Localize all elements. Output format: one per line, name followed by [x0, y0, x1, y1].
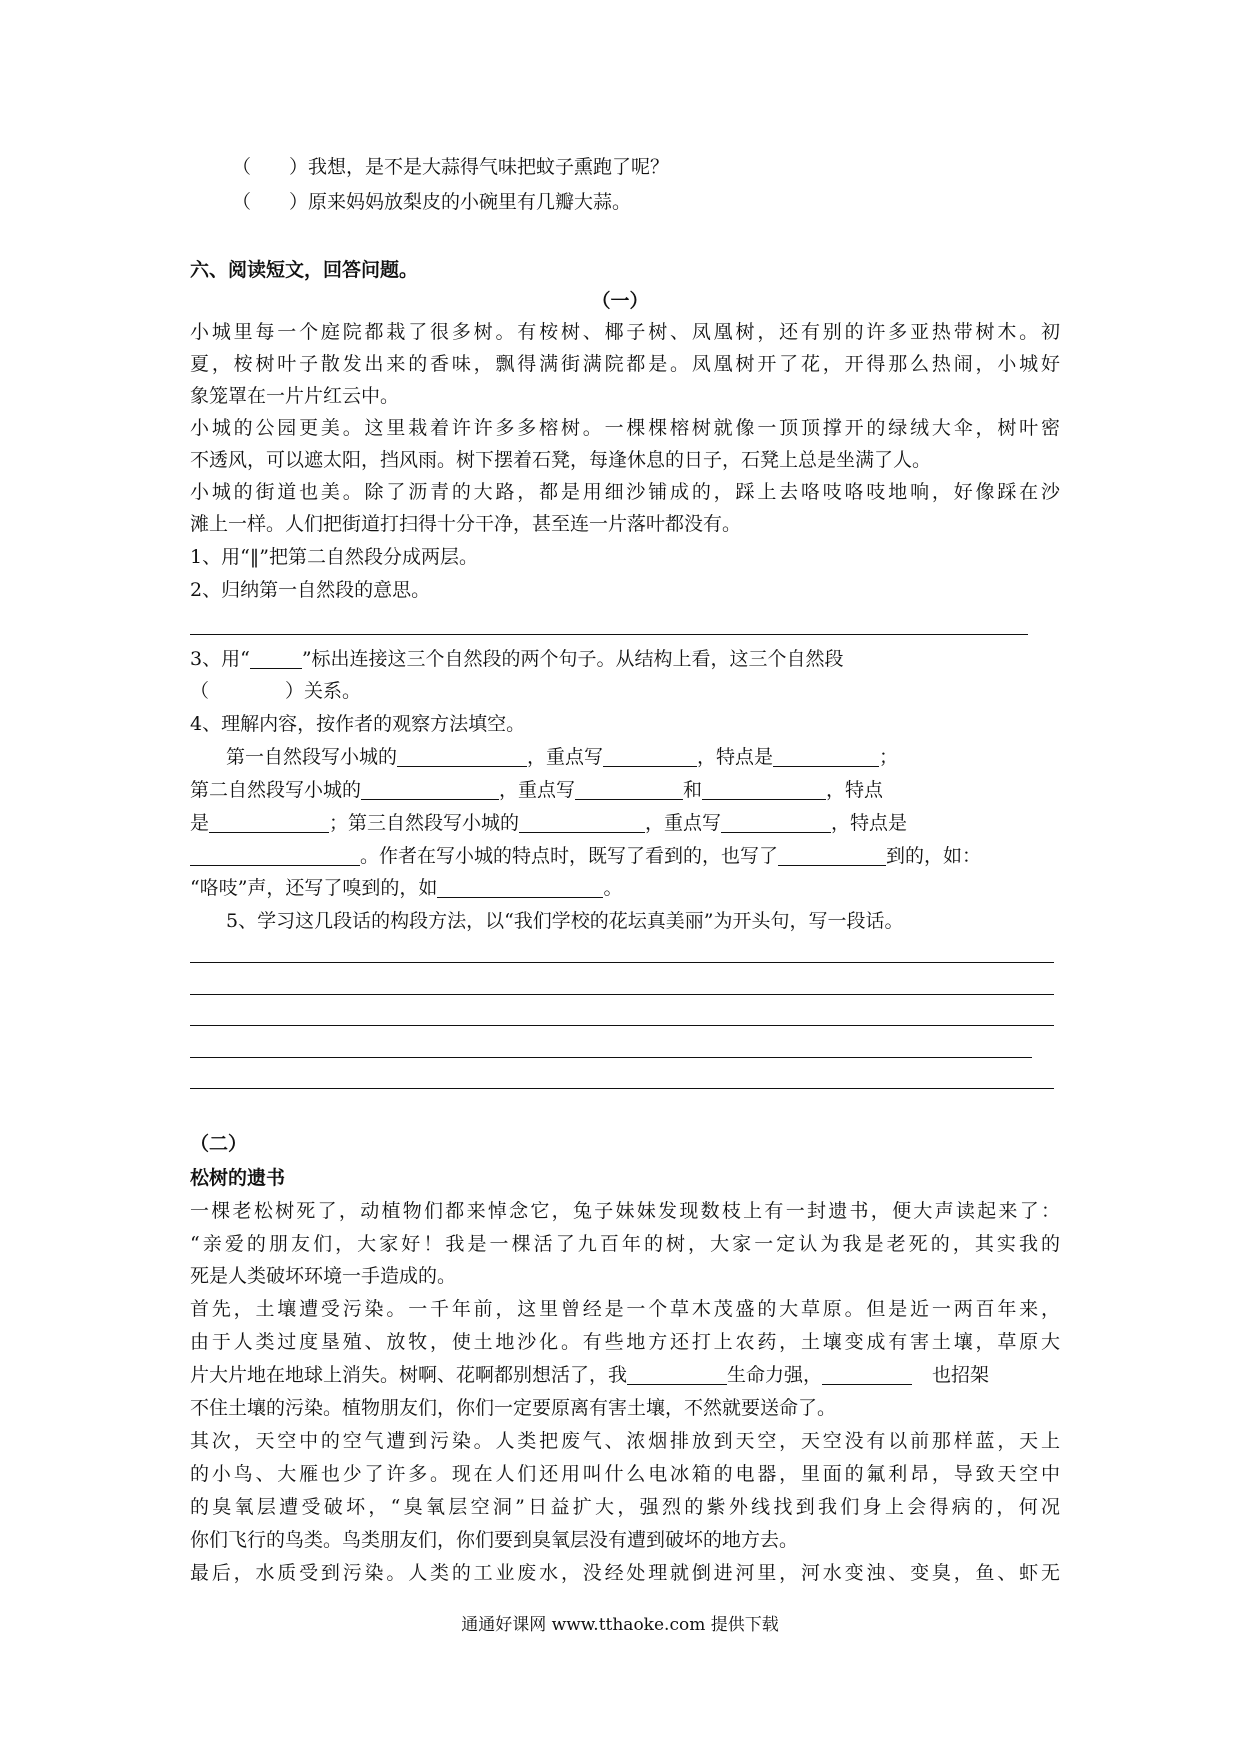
question-4: 4、理解内容，按作者的观察方法填空。	[190, 713, 526, 735]
question-4-line-2	[190, 774, 1060, 806]
passage-line: “亲爱的朋友们，大家好！我是一棵活了九百年的树，大家一定认为我是老死的，其实我的	[190, 1233, 1060, 1255]
option-text: 原来妈妈放梨皮的小碗里有几瓣大蒜。	[308, 191, 632, 213]
question-3-suffix: 关系。	[304, 680, 362, 702]
fill-text: 是	[190, 812, 210, 834]
fill-text: 生命力强，	[727, 1364, 823, 1386]
fill-text: ，重点写	[499, 779, 576, 801]
passage-line: 的臭氧层遭受破坏，“臭氧层空洞”日益扩大，强烈的紫外线找到我们身上会得病的，何况	[190, 1496, 1060, 1518]
question-5: 5、学习这几段话的构段方法，以“我们学校的花坛真美丽”为开头句，写一段话。	[226, 910, 904, 932]
option-line-1	[232, 151, 1102, 183]
passage-line: 不住土壤的污染。植物朋友们，你们一定要原离有害土壤，不然就要送命了。	[190, 1397, 837, 1419]
answer-paren[interactable]: （ ）	[190, 680, 305, 702]
question-4-line-4	[190, 840, 1060, 872]
fill-text: 。	[603, 877, 623, 899]
answer-paren[interactable]: （ ）	[232, 191, 309, 213]
part2-label: （二）	[190, 1133, 248, 1155]
fill-blank[interactable]	[397, 744, 527, 767]
passage-line: 小城里每一个庭院都栽了很多树。有桉树、椰子树、凤凰树，还有别的许多亚热带树木。初	[190, 321, 1060, 343]
writing-line[interactable]	[190, 1088, 1054, 1089]
passage-line: 不透风，可以遮太阳，挡风雨。树下摆着石凳，每逢休息的日子，石凳上总是坐满了人。	[190, 449, 932, 471]
option-text: 我想，是不是大蒜得气味把蚊子熏跑了呢？	[308, 156, 670, 178]
fill-text: 片大片地在地球上消失。树啊、花啊都别想活了，我	[190, 1364, 628, 1386]
passage-title: 松树的遗书	[190, 1167, 286, 1189]
question-3	[190, 643, 1060, 675]
question-3-prefix: 3、用“	[190, 648, 250, 670]
fill-text: ，重点写	[645, 812, 722, 834]
fill-blank[interactable]	[603, 744, 697, 767]
passage-line: 死是人类破坏环境一手造成的。	[190, 1265, 457, 1287]
question-3-text: ”标出连接这三个自然段的两个句子。从结构上看，这三个自然段	[301, 648, 844, 670]
fill-blank[interactable]	[721, 810, 831, 833]
answer-line[interactable]	[190, 634, 1028, 635]
fill-blank[interactable]	[361, 777, 499, 800]
question-1: 1、用“‖”把第二自然段分成两层。	[190, 546, 479, 568]
passage-line: 由于人类过度垦殖、放牧，使土地沙化。有些地方还打上农药，土壤变成有害土壤，草原大	[190, 1331, 1060, 1353]
fill-text: 第二自然段写小城的	[190, 779, 362, 801]
option-line-2	[232, 186, 1102, 218]
passage-line: 最后，水质受到污染。人类的工业废水，没经处理就倒进河里，河水变浊、变臭，鱼、虾无	[190, 1562, 1060, 1584]
writing-line[interactable]	[190, 1025, 1054, 1026]
passage-line: 其次，天空中的空气遭到污染。人类把废气、浓烟排放到天空，天空没有以前那样蓝，天上	[190, 1430, 1060, 1452]
fill-blank[interactable]	[190, 843, 360, 866]
fill-blank[interactable]	[822, 1362, 912, 1385]
fill-blank[interactable]	[209, 810, 329, 833]
fill-text: ；第三自然段写小城的	[329, 812, 520, 834]
passage-line: 的小鸟、大雁也少了许多。现在人们还用叫什么电冰箱的电器，里面的氟利昂，导致天空中	[190, 1463, 1060, 1485]
underline-mark	[250, 646, 302, 669]
fill-text: 也招架	[932, 1364, 990, 1386]
fill-text: “咯吱”声，还写了嗅到的，如	[190, 877, 438, 899]
fill-text: ；	[879, 746, 899, 768]
passage-line: 滩上一样。人们把街道打扫得十分干净，甚至连一片落叶都没有。	[190, 513, 742, 535]
passage-line: 一棵老松树死了，动植物们都来悼念它，兔子妹妹发现数枝上有一封遗书，便大声读起来了：	[190, 1200, 1060, 1222]
page-footer: 通通好课网 www.tthaoke.com 提供下载	[461, 1615, 779, 1635]
fill-blank[interactable]	[702, 777, 826, 800]
question-4-line-5	[190, 872, 1060, 904]
fill-blank[interactable]	[437, 875, 603, 898]
writing-line[interactable]	[190, 962, 1054, 963]
question-3-cont	[190, 675, 1060, 707]
fill-blank[interactable]	[773, 744, 879, 767]
question-2: 2、归纳第一自然段的意思。	[190, 579, 431, 601]
fill-text: ，特点是	[831, 812, 908, 834]
fill-text: 和	[683, 779, 703, 801]
fill-text: ，重点写	[527, 746, 604, 768]
passage-line: 夏，桉树叶子散发出来的香味，飘得满街满院都是。凤凰树开了花，开得那么热闹，小城好	[190, 353, 1060, 375]
passage-line: 你们飞行的鸟类。鸟类朋友们，你们要到臭氧层没有遭到破坏的地方去。	[190, 1529, 799, 1551]
answer-paren[interactable]: （ ）	[232, 156, 309, 178]
part1-label: （一）	[591, 290, 649, 312]
fill-blank[interactable]	[575, 777, 683, 800]
writing-line[interactable]	[190, 1057, 1032, 1058]
fill-blank[interactable]	[519, 810, 645, 833]
passage-line-with-blanks	[190, 1359, 1060, 1391]
section-heading: 六、阅读短文，回答问题。	[190, 259, 419, 281]
question-4-line-3	[190, 807, 1060, 839]
passage-line: 小城的公园更美。这里栽着许许多多榕树。一棵棵榕树就像一顶顶撑开的绿绒大伞，树叶密	[190, 417, 1060, 439]
fill-text: 。作者在写小城的特点时，既写了看到的，也写了	[360, 845, 779, 867]
fill-text: 第一自然段写小城的	[226, 746, 398, 768]
fill-text: ，特点是	[697, 746, 774, 768]
question-4-line-1	[190, 741, 1096, 773]
fill-text: 到的，如：	[886, 845, 982, 867]
passage-line: 小城的街道也美。除了沥青的大路，都是用细沙铺成的，踩上去咯吱咯吱地响，好像踩在沙	[190, 481, 1060, 503]
fill-text: ，特点	[826, 779, 884, 801]
fill-blank[interactable]	[627, 1362, 727, 1385]
passage-line: 首先，土壤遭受污染。一千年前，这里曾经是一个草木茂盛的大草原。但是近一两百年来，	[190, 1298, 1060, 1320]
fill-blank[interactable]	[778, 843, 886, 866]
writing-line[interactable]	[190, 994, 1054, 995]
passage-line: 象笼罩在一片片红云中。	[190, 385, 400, 407]
